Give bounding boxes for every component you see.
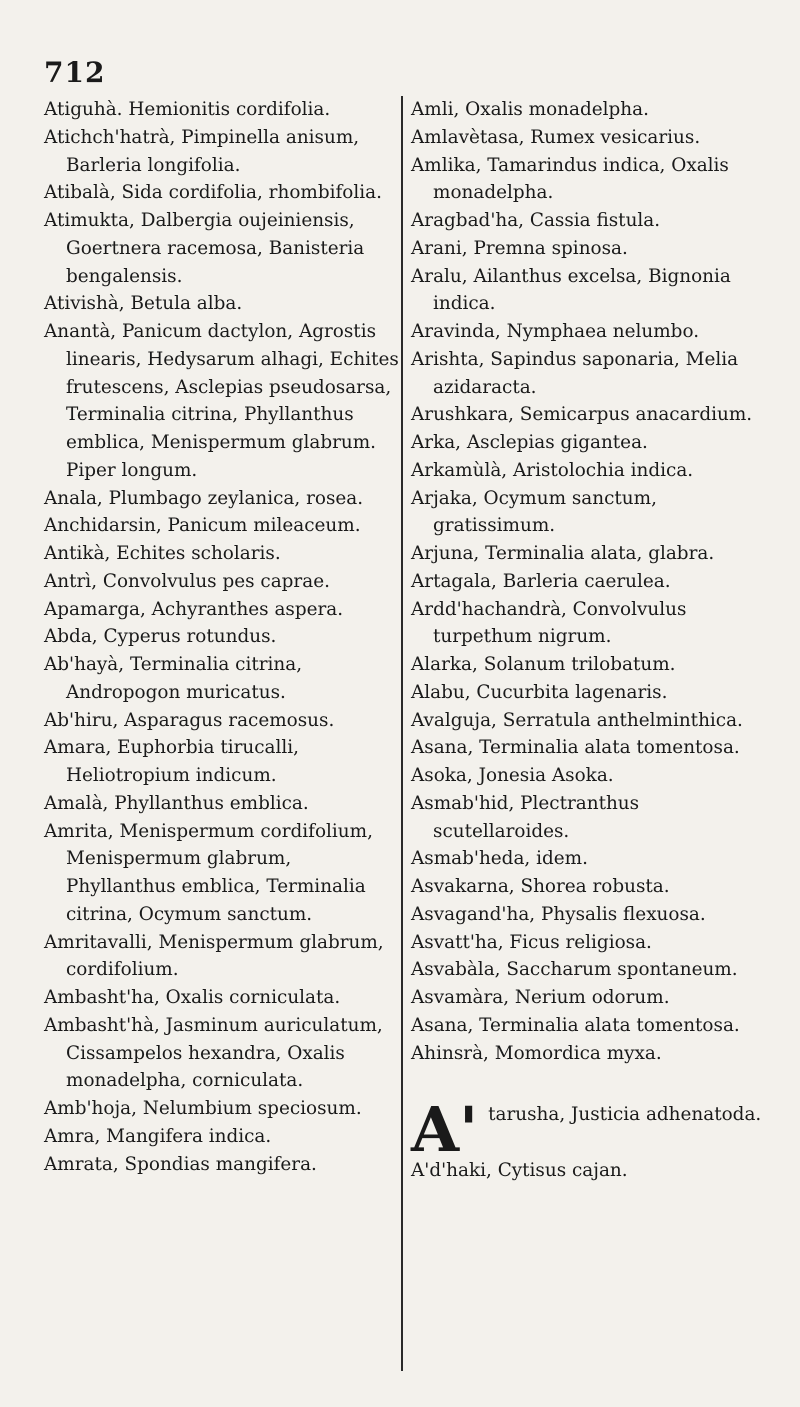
dictionary-entry: Asvamàra, Nerium odorum. — [411, 987, 670, 1008]
dictionary-entry: Arka, Asclepias gigantea. — [411, 432, 648, 453]
dictionary-entry: Avalguja, Serratula anthelminthica. — [411, 709, 743, 731]
dictionary-entry: Amrita, Menispermum cordifolium, Menispermum glabrum, Phyllanthus emblica, Terminalia citrina, Ocymum sanctum. — [44, 820, 373, 925]
dictionary-entry: Ab'hayà, Terminalia citrina, Andropogon muricatus. — [44, 654, 303, 703]
dictionary-entry: Arishta, Sapindus saponaria, Melia azidaracta. — [411, 348, 739, 398]
dictionary-entry: Anchidarsin, Panicum mileaceum. — [44, 515, 361, 537]
dictionary-entry: Asana, Terminalia alata tomentosa. — [411, 737, 740, 759]
dictionary-entry: Amara, Euphorbia tirucalli, Heliotropium indicum. — [44, 737, 300, 786]
dictionary-entry: Arushkara, Semicarpus anacardium. — [411, 404, 753, 426]
dictionary-entry: Aragbad'ha, Cassia fistula. — [411, 210, 661, 231]
dictionary-entry: Antikà, Echites scholaris. — [44, 543, 281, 564]
dictionary-entry: Asvatt'ha, Ficus religiosa. — [411, 931, 652, 953]
dictionary-entry: Amritavalli, Menispermum glabrum, cordifolium. — [44, 931, 384, 981]
dictionary-entry: Ab'hiru, Asparagus racemosus. — [44, 709, 335, 731]
dictionary-entry: Arjuna, Terminalia alata, glabra. — [411, 543, 715, 564]
dictionary-entry: A'd'haki, Cytisus cajan. — [411, 1160, 628, 1182]
page-number: 712 — [44, 56, 106, 89]
dictionary-entry: Ahinsrà, Momordica myxa. — [411, 1042, 662, 1064]
dictionary-entry: Amalà, Phyllanthus emblica. — [44, 792, 309, 814]
dictionary-entry: Atichch'hatrà, Pimpinella anisum, Barleria longifolia. — [44, 126, 360, 176]
dictionary-entry: Alabu, Cucurbita lagenaris. — [411, 681, 668, 703]
dictionary-entry: Asvabàla, Saccharum spontaneum. — [411, 959, 738, 981]
dictionary-entry: Anala, Plumbago zeylanica, rosea. — [44, 487, 364, 509]
dictionary-entry: Asvakarna, Shorea robusta. — [411, 876, 670, 897]
dictionary-entry: Ambasht'hà, Jasminum auriculatum, Cissampelos hexandra, Oxalis monadelpha, corniculata. — [44, 1014, 383, 1092]
section-first-entry — [411, 1093, 769, 1167]
dictionary-entry: Atibalà, Sida cordifolia, rhombifolia. — [44, 182, 382, 204]
dictionary-entry: Antrì, Convolvulus pes caprae. — [44, 570, 330, 592]
dictionary-entry: Ambasht'ha, Oxalis corniculata. — [44, 987, 341, 1008]
dictionary-entry: Alarka, Solanum trilobatum. — [411, 654, 676, 675]
dictionary-entry: Asvagand'ha, Physalis flexuosa. — [411, 903, 706, 925]
dictionary-entry: Ativishà, Betula alba. — [44, 293, 243, 315]
dictionary-entry: Anantà, Panicum dactylon, Agrostis linearis, Hedysarum alhagi, Echites frutescens, Asclepias pseudosarsa, Terminalia citrina, Phyllanthus emblica, Menispermum glabrum. Piper longum. — [44, 321, 399, 481]
dictionary-entry: Asmab'hid, Plectranthus scutellaroides. — [411, 792, 640, 842]
dictionary-entry: Artagala, Barleria caerulea. — [411, 570, 671, 592]
dictionary-entry: Amli, Oxalis monadelpha. — [411, 99, 649, 120]
dictionary-entry: Atiguhà. Hemionitis cordifolia. — [44, 99, 331, 120]
section-entry-text: tarusha, Justicia adhenatoda. — [488, 1104, 762, 1126]
dictionary-entry: Aralu, Ailanthus excelsa, Bignonia indica. — [411, 265, 731, 315]
dictionary-entry: Amra, Mangifera indica. — [44, 1125, 272, 1147]
section-a-prime — [411, 1093, 769, 1185]
dictionary-entry: Asoka, Jonesia Asoka. — [411, 765, 614, 786]
right-column — [411, 96, 769, 1185]
dictionary-entry: Amrata, Spondias mangifera. — [44, 1153, 317, 1175]
dictionary-entry: Apamarga, Achyranthes aspera. — [44, 598, 344, 620]
dictionary-entry: Abda, Cyperus rotundus. — [44, 626, 277, 648]
dictionary-entry: Ardd'hachandrà, Convolvulus turpethum nigrum. — [411, 598, 687, 648]
dictionary-entry: Aravinda, Nymphaea nelumbo. — [411, 321, 700, 342]
dictionary-entry: Amlika, Tamarindus indica, Oxalis monadelpha. — [411, 154, 729, 204]
dictionary-entry: Amlavètasa, Rumex vesicarius. — [411, 126, 701, 148]
dictionary-entry: Asana, Terminalia alata tomentosa. — [411, 1014, 740, 1036]
dictionary-entry: Atimukta, Dalbergia oujeiniensis, Goertnera racemosa, Banisteria bengalensis. — [44, 210, 365, 287]
section-initial: A' — [411, 1093, 479, 1167]
dictionary-entry: Arkamùlà, Aristolochia indica. — [411, 459, 694, 481]
dictionary-entry: Arjaka, Ocymum sanctum, gratissimum. — [411, 487, 657, 537]
dictionary-entry: Asmab'heda, idem. — [411, 848, 588, 870]
dictionary-entry: Arani, Premna spinosa. — [411, 237, 628, 259]
dictionary-entry: Amb'hoja, Nelumbium speciosum. — [44, 1098, 362, 1119]
left-column — [44, 96, 400, 1178]
column-divider — [401, 96, 403, 1371]
